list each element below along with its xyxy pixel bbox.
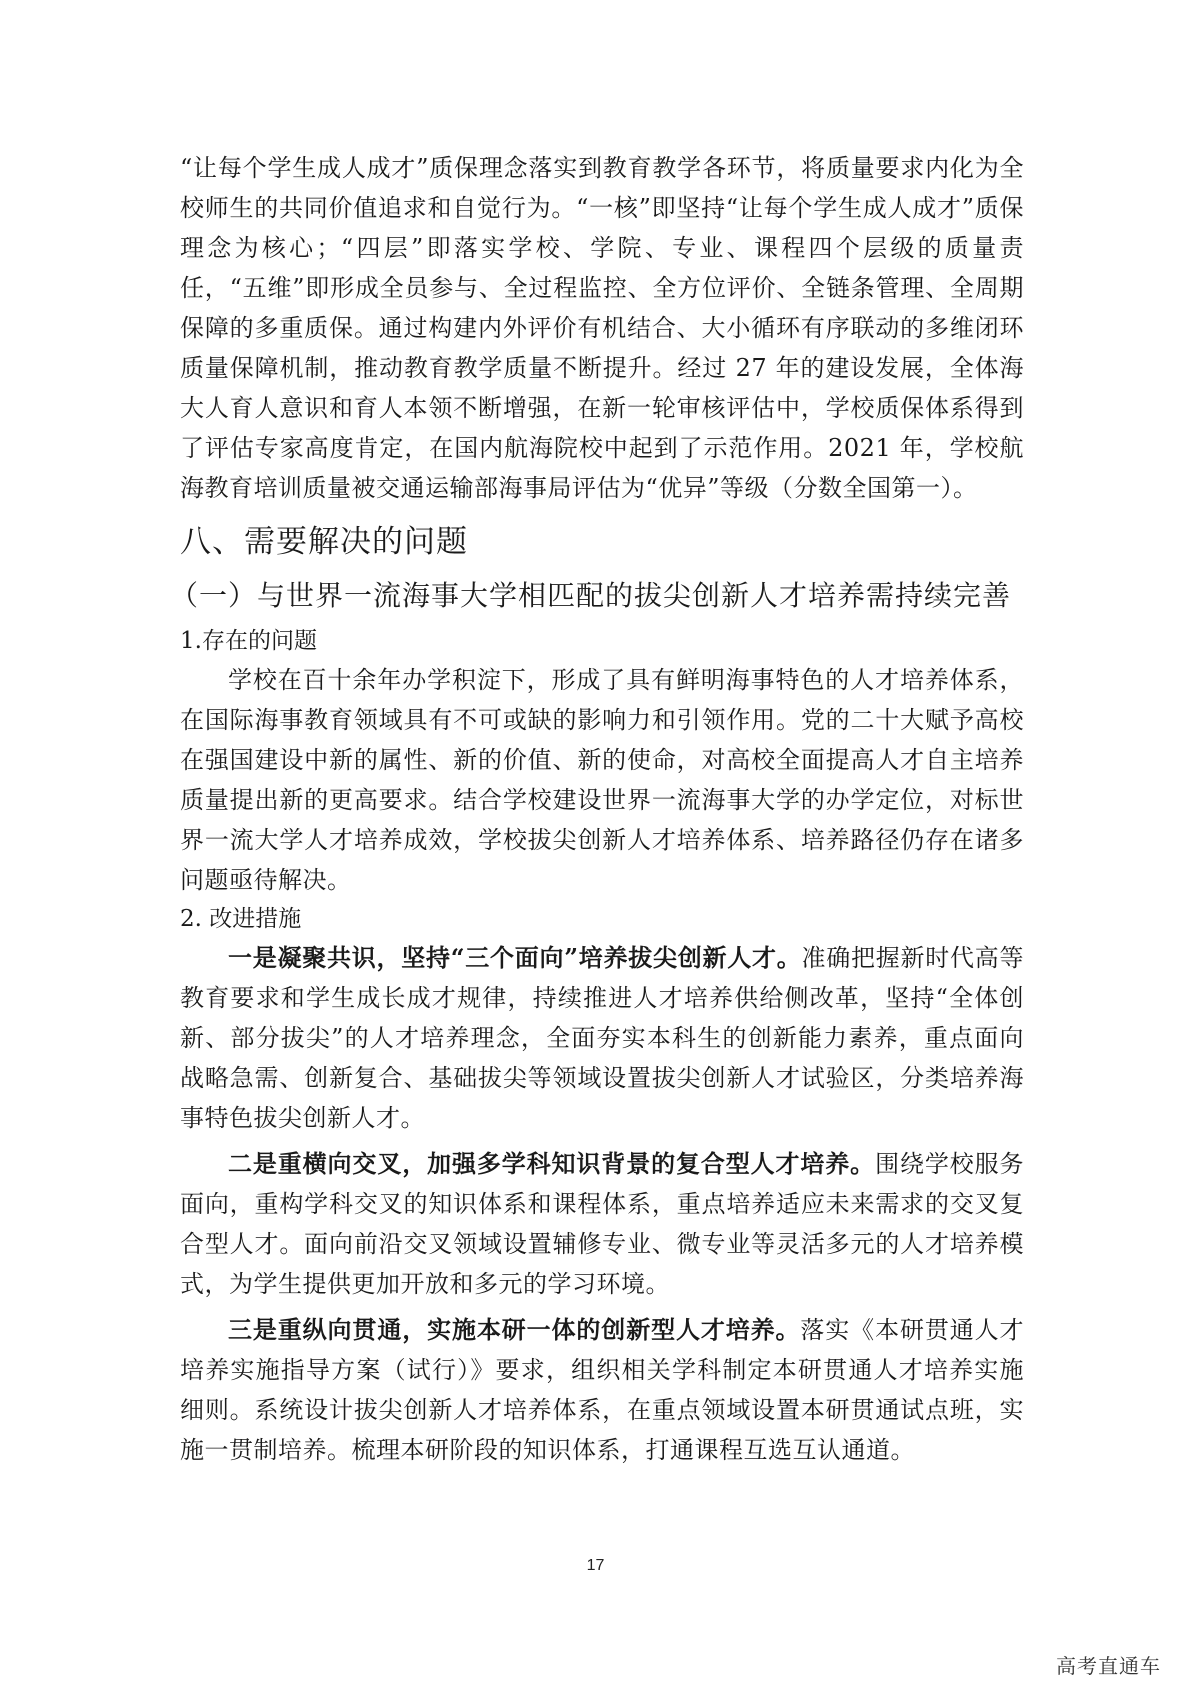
measure-paragraph-3 <box>180 1310 1024 1470</box>
measure-paragraph-2 <box>180 1144 1024 1304</box>
measure-text: 落实《本研贯通人才培养实施指导方案（试行）》要求，组织相关学科制定本研贯通人才培养实施细则。系统设计拔尖创新人才培养体系，在重点领域设置本研贯通试点班，实施一贯制培养。梳理本研阶段的知识体系，打通课程互选互认通道。 <box>180 1316 1025 1464</box>
measure-paragraph-1 <box>180 938 1024 1138</box>
problems-label: 1.存在的问题 <box>180 628 317 654</box>
intro-paragraph: “让每个学生成人成才”质保理念落实到教育教学各环节，将质量要求内化为全校师生的共同价值追求和自觉行为。“一核”即坚持“让每个学生成人成才”质保理念为核心；“四层”即落实学校、学院、专业、课程四个层级的质量责任，“五维”即形成全员参与、全过程监控、全方位评价、全链条管理、全周期保障的多重质保。通过构建内外评价有机结合、大小循环有序联动的多维闭环质量保障机制，推动教育教学质量不断提升。经过 27 年的建设发展，全体海大人育人意识和育人本领不断增强，在新一轮审核评估中，学校质保体系得到了评估专家高度肯定，在国内航海院校中起到了示范作用。2021 年，学校航海教育培训质量被交通运输部海事局评估为“优异”等级（分数全国第一）。 <box>180 154 1024 502</box>
page-number: 17 <box>586 1557 605 1574</box>
measures-label: 2. 改进措施 <box>180 906 302 932</box>
watermark-text: 高考直通车 <box>1056 1654 1161 1678</box>
measure-text: 准确把握新时代高等教育要求和学生成长成才规律，持续推进人才培养供给侧改革，坚持“全体创新、部分拔尖”的人才培养理念，全面夯实本科生的创新能力素养，重点面向战略急需、创新复合、基础拔尖等领域设置拔尖创新人才试验区，分类培养海事特色拔尖创新人才。 <box>180 944 1025 1132</box>
measure-lead: 一是凝聚共识，坚持“三个面向”培养拔尖创新人才。 <box>228 943 802 972</box>
measure-text: 围绕学校服务面向，重构学科交叉的知识体系和课程体系，重点培养适应未来需求的交叉复合型人才。面向前沿交叉领域设置辅修专业、微专业等灵活多元的人才培养模式，为学生提供更加开放和多元的学习环境。 <box>180 1150 1024 1298</box>
measure-lead: 二是重横向交叉，加强多学科知识背景的复合型人才培养。 <box>228 1149 876 1178</box>
measure-lead: 三是重纵向贯通，实施本研一体的创新型人才培养。 <box>228 1315 801 1344</box>
section-heading: 八、需要解决的问题 <box>180 524 468 560</box>
page-content <box>170 148 1025 1470</box>
subsection-heading: （一）与世界一流海事大学相匹配的拔尖创新人才培养需持续完善 <box>170 579 1012 612</box>
problems-paragraph: 学校在百十余年办学积淀下，形成了具有鲜明海事特色的人才培养体系，在国际海事教育领域具有不可或缺的影响力和引领作用。党的二十大赋予高校在强国建设中新的属性、新的价值、新的使命，对高校全面提高人才自主培养质量提出新的更高要求。结合学校建设世界一流海事大学的办学定位，对标世界一流大学人才培养成效，学校拔尖创新人才培养体系、培养路径仍存在诸多问题亟待解决。 <box>180 666 1024 894</box>
